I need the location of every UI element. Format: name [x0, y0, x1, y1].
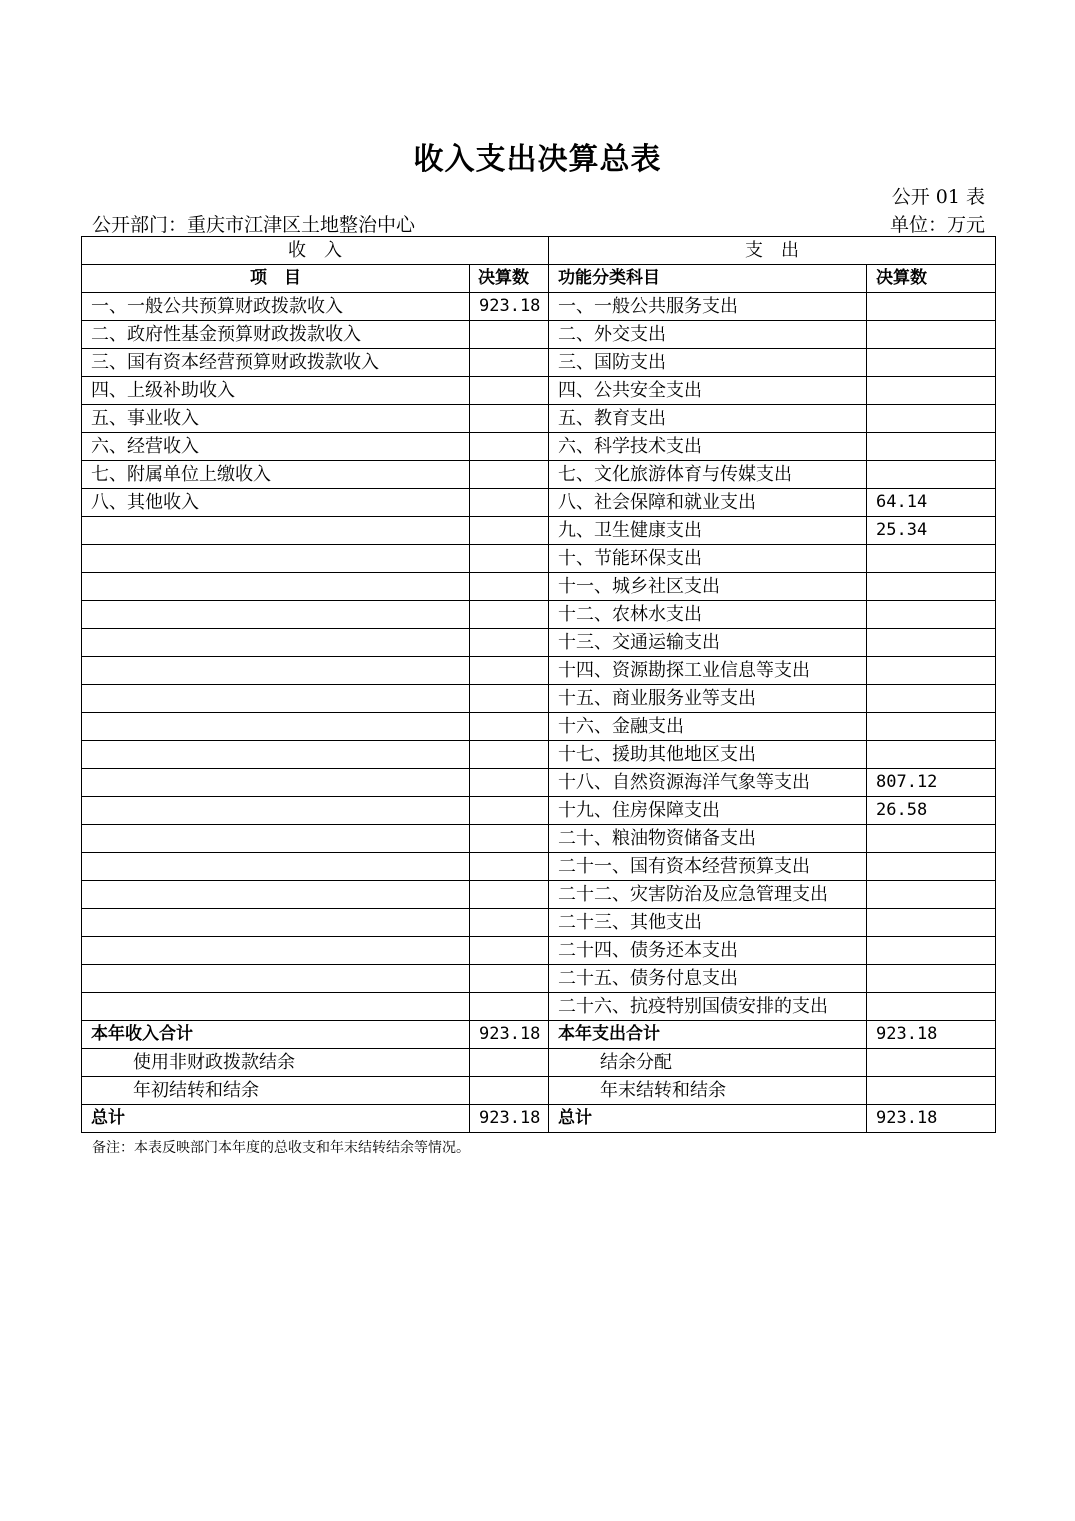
income-total-label: 本年收入合计: [82, 1021, 470, 1049]
expense-value-cell: [867, 993, 996, 1021]
column-header-row: [82, 265, 996, 293]
income-total-value: 923.18: [470, 1021, 549, 1049]
column-header-income-amount: 决算数: [470, 265, 549, 293]
income-item-cell: [82, 909, 470, 937]
expense-item-cell: 九、卫生健康支出: [549, 517, 867, 545]
table-row: [82, 797, 996, 825]
income-item-cell: 二、政府性基金预算财政拨款收入: [82, 321, 470, 349]
opening-carryover-label: 年初结转和结余: [82, 1077, 470, 1105]
income-item-cell: [82, 741, 470, 769]
expense-item-cell: 六、科学技术支出: [549, 433, 867, 461]
annual-total-row: [82, 1021, 996, 1049]
income-item-cell: 六、经营收入: [82, 433, 470, 461]
column-header-item: 项 目: [82, 265, 470, 293]
income-value-cell: [470, 321, 549, 349]
table-row: [82, 489, 996, 517]
income-item-cell: [82, 629, 470, 657]
column-header-expense-amount: 决算数: [867, 265, 996, 293]
expense-value-cell: [867, 685, 996, 713]
income-value-cell: [470, 853, 549, 881]
expense-item-cell: 十七、援助其他地区支出: [549, 741, 867, 769]
form-number: 公开 01 表: [891, 186, 985, 208]
income-value-cell: [470, 937, 549, 965]
table-row: [82, 321, 996, 349]
income-item-cell: [82, 657, 470, 685]
expense-value-cell: [867, 573, 996, 601]
opening-carryover-value: [470, 1077, 549, 1105]
expense-value-cell: [867, 321, 996, 349]
expense-value-cell: [867, 937, 996, 965]
income-value-cell: [470, 685, 549, 713]
table-row: [82, 629, 996, 657]
expense-item-cell: 二十、粮油物资储备支出: [549, 825, 867, 853]
table-row: [82, 713, 996, 741]
expense-item-cell: 二十三、其他支出: [549, 909, 867, 937]
table-row: [82, 825, 996, 853]
income-expense-table: [81, 236, 996, 1133]
closing-carryover-value: [867, 1077, 996, 1105]
income-value-cell: [470, 993, 549, 1021]
expense-item-cell: 二十一、国有资本经营预算支出: [549, 853, 867, 881]
table-row: [82, 545, 996, 573]
table-row: [82, 769, 996, 797]
income-item-cell: 五、事业收入: [82, 405, 470, 433]
table-row: [82, 461, 996, 489]
income-value-cell: [470, 965, 549, 993]
income-value-cell: [470, 545, 549, 573]
income-value-cell: [470, 741, 549, 769]
income-item-cell: [82, 601, 470, 629]
footnote: 备注：本表反映部门本年度的总收支和年末结转结余等情况。: [92, 1140, 470, 1156]
expense-value-cell: [867, 881, 996, 909]
carryover-row: [82, 1077, 996, 1105]
table-row: [82, 405, 996, 433]
income-item-cell: [82, 573, 470, 601]
income-item-cell: [82, 881, 470, 909]
income-value-cell: [470, 349, 549, 377]
income-value-cell: [470, 405, 549, 433]
expense-value-cell: [867, 377, 996, 405]
expense-item-cell: 五、教育支出: [549, 405, 867, 433]
expense-value-cell: 807.12: [867, 769, 996, 797]
expense-item-cell: 十三、交通运输支出: [549, 629, 867, 657]
closing-carryover-label: 年末结转和结余: [549, 1077, 867, 1105]
expense-item-cell: 十四、资源勘探工业信息等支出: [549, 657, 867, 685]
expense-value-cell: [867, 853, 996, 881]
expense-value-cell: 25.34: [867, 517, 996, 545]
expense-item-cell: 二、外交支出: [549, 321, 867, 349]
income-item-cell: [82, 993, 470, 1021]
table-row: [82, 573, 996, 601]
balance-row: [82, 1049, 996, 1077]
income-item-cell: [82, 545, 470, 573]
expense-total-label: 本年支出合计: [549, 1021, 867, 1049]
expense-item-cell: 十八、自然资源海洋气象等支出: [549, 769, 867, 797]
expense-value-cell: [867, 433, 996, 461]
expense-total-value: 923.18: [867, 1021, 996, 1049]
grand-total-income-label: 总计: [82, 1105, 470, 1133]
income-item-cell: [82, 853, 470, 881]
expense-value-cell: 26.58: [867, 797, 996, 825]
expense-item-cell: 七、文化旅游体育与传媒支出: [549, 461, 867, 489]
income-item-cell: [82, 937, 470, 965]
surplus-distribution-value: [867, 1049, 996, 1077]
income-value-cell: [470, 825, 549, 853]
income-item-cell: [82, 685, 470, 713]
expense-item-cell: 一、一般公共服务支出: [549, 293, 867, 321]
expense-value-cell: 64.14: [867, 489, 996, 517]
expense-value-cell: [867, 657, 996, 685]
income-value-cell: [470, 657, 549, 685]
income-value-cell: [470, 629, 549, 657]
column-header-function: 功能分类科目: [549, 265, 867, 293]
table-row: [82, 349, 996, 377]
unit-label: 单位：万元: [889, 214, 985, 236]
table-row: [82, 657, 996, 685]
expense-item-cell: 十二、农林水支出: [549, 601, 867, 629]
table-row: [82, 685, 996, 713]
table-row: [82, 853, 996, 881]
grand-total-expense-value: 923.18: [867, 1105, 996, 1133]
summary-section: [82, 1021, 996, 1133]
table-row: [82, 965, 996, 993]
income-value-cell: [470, 377, 549, 405]
expense-item-cell: 二十六、抗疫特别国债安排的支出: [549, 993, 867, 1021]
expense-value-cell: [867, 601, 996, 629]
income-item-cell: 七、附属单位上缴收入: [82, 461, 470, 489]
expense-value-cell: [867, 965, 996, 993]
expense-item-cell: 十五、商业服务业等支出: [549, 685, 867, 713]
income-value-cell: 923.18: [470, 293, 549, 321]
table-row: [82, 433, 996, 461]
department-label: 公开部门：重庆市江津区土地整治中心: [92, 214, 416, 236]
expense-value-cell: [867, 825, 996, 853]
section-header-row: [82, 237, 996, 265]
income-value-cell: [470, 601, 549, 629]
expense-item-cell: 二十二、灾害防治及应急管理支出: [549, 881, 867, 909]
table-row: [82, 741, 996, 769]
income-value-cell: [470, 797, 549, 825]
expense-value-cell: [867, 909, 996, 937]
income-item-cell: [82, 797, 470, 825]
expense-value-cell: [867, 293, 996, 321]
expense-item-cell: 十、节能环保支出: [549, 545, 867, 573]
table-row: [82, 881, 996, 909]
income-item-cell: [82, 965, 470, 993]
income-item-cell: 一、一般公共预算财政拨款收入: [82, 293, 470, 321]
expense-item-cell: 二十四、债务还本支出: [549, 937, 867, 965]
income-value-cell: [470, 461, 549, 489]
surplus-distribution-label: 结余分配: [549, 1049, 867, 1077]
table-row: [82, 601, 996, 629]
income-value-cell: [470, 517, 549, 545]
expense-item-cell: 十六、金融支出: [549, 713, 867, 741]
expense-value-cell: [867, 545, 996, 573]
expense-value-cell: [867, 629, 996, 657]
table-row: [82, 937, 996, 965]
grand-total-row: [82, 1105, 996, 1133]
income-item-cell: [82, 825, 470, 853]
expense-value-cell: [867, 349, 996, 377]
income-item-cell: [82, 517, 470, 545]
table-row: [82, 909, 996, 937]
income-value-cell: [470, 433, 549, 461]
income-value-cell: [470, 769, 549, 797]
expense-value-cell: [867, 713, 996, 741]
income-section-header: 收 入: [82, 237, 549, 265]
expense-item-cell: 十九、住房保障支出: [549, 797, 867, 825]
grand-total-expense-label: 总计: [549, 1105, 867, 1133]
income-item-cell: 四、上级补助收入: [82, 377, 470, 405]
grand-total-income-value: 923.18: [470, 1105, 549, 1133]
income-value-cell: [470, 489, 549, 517]
income-item-cell: 三、国有资本经营预算财政拨款收入: [82, 349, 470, 377]
expense-item-cell: 四、公共安全支出: [549, 377, 867, 405]
income-value-cell: [470, 573, 549, 601]
expense-item-cell: 三、国防支出: [549, 349, 867, 377]
expense-item-cell: 八、社会保障和就业支出: [549, 489, 867, 517]
income-value-cell: [470, 881, 549, 909]
table-row: [82, 993, 996, 1021]
expense-value-cell: [867, 741, 996, 769]
nonfiscal-balance-label: 使用非财政拨款结余: [82, 1049, 470, 1077]
expense-item-cell: 二十五、债务付息支出: [549, 965, 867, 993]
expense-section-header: 支 出: [549, 237, 996, 265]
expense-item-cell: 十一、城乡社区支出: [549, 573, 867, 601]
income-item-cell: [82, 713, 470, 741]
income-item-cell: [82, 769, 470, 797]
expense-value-cell: [867, 405, 996, 433]
expense-value-cell: [867, 461, 996, 489]
income-item-cell: 八、其他收入: [82, 489, 470, 517]
table-row: [82, 377, 996, 405]
income-value-cell: [470, 909, 549, 937]
table-body: [82, 293, 996, 1021]
income-value-cell: [470, 713, 549, 741]
table-row: [82, 293, 996, 321]
table-row: [82, 517, 996, 545]
nonfiscal-balance-value: [470, 1049, 549, 1077]
page-title: 收入支出决算总表: [413, 142, 662, 177]
